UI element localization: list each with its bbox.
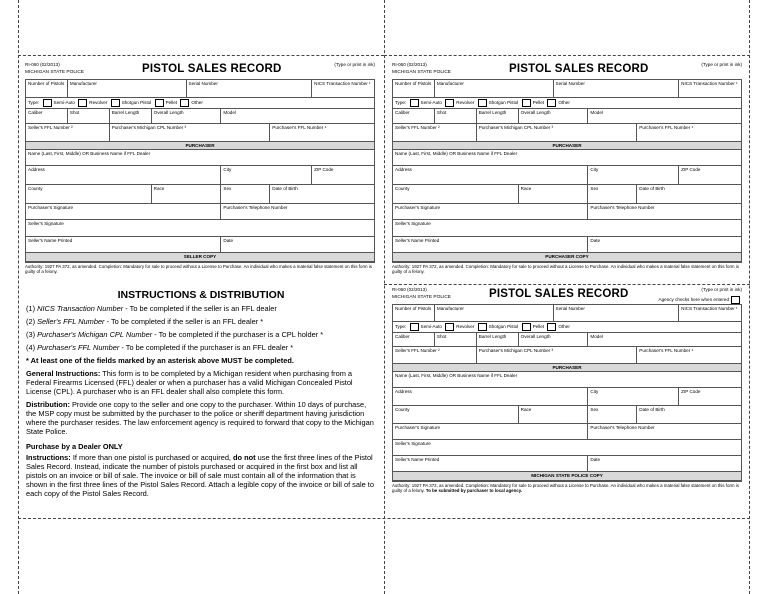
general-label: General Instructions:: [26, 368, 101, 378]
authority-text: Authority: 1927 PA 372, as amended. Completion: Mandatory for sale to proceed without a License to Purchase. An individual who makes a material false statement on this form is guilty of a felony.: [392, 482, 739, 493]
distribution-label: Distribution:: [26, 400, 70, 410]
purchaser-cpl-field[interactable]: Purchaser's Michigan CPL Number ³: [476, 347, 637, 364]
dealer-text: use the first three lines of the Pistol Sales Record. Instead, indicate the number of pistols purchased or acquired in the first box and list all pistols on an invoice or bill of sale. The invoice or bill of sale must contain all of the information that is shown in the first three lines of the Pistol Sales Record. Attach a legible copy of the invoice or bill of sale to each copy of the Pistol Sales Record.: [26, 453, 374, 499]
item-term: Purchaser's Michigan CPL Number: [37, 329, 153, 339]
zip-field[interactable]: ZIP Code: [312, 166, 375, 185]
form-number: RI-060 (02/2013): [25, 62, 60, 67]
dealer-text: If more than one pistol is purchased or acquired,: [70, 453, 234, 463]
item-term: Seller's FFL Number: [37, 316, 105, 326]
form-title: PISTOL SALES RECORD: [142, 63, 282, 75]
purchaser-ffl-field[interactable]: Purchaser's FFL Number ⁴: [637, 347, 742, 364]
address-field[interactable]: Address: [26, 166, 221, 185]
city-field[interactable]: City: [221, 166, 312, 185]
manufacturer-field[interactable]: Manufacturer: [434, 305, 553, 322]
dob-field[interactable]: Date of Birth: [270, 185, 375, 204]
address-field[interactable]: Address: [393, 388, 588, 406]
model-field[interactable]: Model: [221, 109, 375, 124]
zip-field[interactable]: ZIP Code: [679, 388, 742, 406]
cut-line-vertical-center: [384, 0, 385, 594]
shotgun-pistol-label: Shotgun Pistol: [488, 100, 519, 106]
agency-name: MICHIGAN STATE POLICE: [25, 70, 84, 75]
other-checkbox[interactable]: [547, 99, 556, 107]
pellet-label: Pellet: [532, 100, 545, 106]
authority-statement: [392, 481, 742, 493]
msp-copy-form: [392, 287, 742, 493]
barrel-length-field[interactable]: Barrel Length: [476, 109, 518, 124]
cut-line-vertical-left: [18, 0, 19, 594]
caliber-field[interactable]: Caliber: [393, 333, 435, 347]
copy-label: MICHIGAN STATE POLICE COPY: [393, 472, 742, 480]
date-field[interactable]: Date: [588, 456, 742, 472]
print-note: (Type or print in ink): [701, 62, 742, 67]
shotgun-pistol-label: Shotgun Pistol: [488, 324, 519, 330]
race-field[interactable]: Race: [518, 185, 588, 204]
agency-entered-checkbox[interactable]: [731, 296, 740, 304]
semi-auto-checkbox[interactable]: [410, 99, 419, 107]
form-header: [392, 62, 742, 79]
general-instructions: [26, 369, 376, 396]
dealer-heading: [26, 442, 376, 451]
num-pistols-field[interactable]: Number of Pistols: [393, 305, 435, 322]
pellet-checkbox[interactable]: [522, 99, 531, 107]
seller-ffl-field[interactable]: Seller's FFL Number ²: [393, 124, 477, 142]
item-number: (2): [26, 316, 36, 326]
instruction-item: [26, 330, 376, 339]
item-text: - To be completed if the purchaser is a CPL holder *: [152, 329, 324, 339]
caliber-field[interactable]: Caliber: [393, 109, 435, 124]
dealer-emphasis: do not: [233, 453, 256, 463]
revolver-checkbox[interactable]: [445, 323, 454, 331]
form-title: PISTOL SALES RECORD: [489, 288, 629, 300]
date-field[interactable]: Date: [588, 237, 742, 253]
manufacturer-field[interactable]: Manufacturer: [67, 80, 186, 98]
purchaser-cpl-field[interactable]: Purchaser's Michigan CPL Number ³: [476, 124, 637, 142]
instructions-title: INSTRUCTIONS & DISTRIBUTION: [117, 289, 285, 301]
race-field[interactable]: Race: [151, 185, 221, 204]
instruction-item: [26, 343, 376, 352]
form-number: RI-060 (02/2013): [392, 287, 427, 292]
dealer-heading-text: Purchase by a Dealer ONLY: [26, 442, 123, 452]
pistol-record-table: [392, 304, 742, 481]
instruction-item: [26, 304, 376, 313]
item-number: (1): [26, 303, 36, 313]
print-note: (Type or print in ink): [334, 62, 375, 67]
shotgun-pistol-checkbox[interactable]: [478, 99, 487, 107]
address-field[interactable]: Address: [393, 166, 588, 185]
revolver-label: Revolver: [456, 324, 475, 330]
caliber-field[interactable]: Caliber: [26, 109, 68, 124]
purchaser-signature-field[interactable]: Purchaser's Signature: [26, 204, 221, 220]
county-field[interactable]: County: [393, 406, 519, 424]
other-checkbox[interactable]: [180, 99, 189, 107]
model-field[interactable]: Model: [588, 333, 742, 347]
overall-length-field[interactable]: Overall Length: [151, 109, 221, 124]
seller-name-field[interactable]: Seller's Name Printed: [393, 237, 588, 253]
sex-field[interactable]: Sex: [221, 185, 270, 204]
num-pistols-field[interactable]: Number of Pistols: [26, 80, 68, 98]
dob-field[interactable]: Date of Birth: [637, 406, 742, 424]
barrel-length-field[interactable]: Barrel Length: [476, 333, 518, 347]
model-field[interactable]: Model: [588, 109, 742, 124]
semi-auto-label: Semi-Auto: [420, 324, 442, 330]
seller-name-field[interactable]: Seller's Name Printed: [26, 237, 221, 253]
asterisk-note: [26, 356, 376, 365]
distribution-instructions: [26, 400, 376, 436]
nics-field[interactable]: NICS Transaction Number ¹: [679, 305, 742, 322]
submit-note: To be submitted by purchaser to local agency.: [425, 487, 523, 493]
cut-line-vertical-right: [749, 0, 750, 594]
purchaser-section-header: PURCHASER: [26, 142, 375, 150]
item-term: NICS Transaction Number: [37, 303, 124, 313]
nics-field[interactable]: NICS Transaction Number ¹: [312, 80, 375, 98]
dealer-instructions: [26, 453, 376, 498]
pistol-record-table: [392, 79, 742, 262]
general-text: This form is to be completed by a Michigan resident when purchasing from a Federal Firearms Licensed (FFL) dealer or when a purchaser has a valid Michigan Concealed Pistol License (CPL). A purchaser who is an FFL dealer shall also complete this form.: [26, 368, 353, 397]
distribution-text: Provide one copy to the seller and one copy to the purchaser. Within 10 days of purchase, the MSP copy must be submitted by the purchaser to the police or sheriff department having jurisdiction where the purchaser resides. The law enforcement agency is required to forward that copy to the Michigan State Police.: [26, 400, 374, 437]
seller-ffl-field[interactable]: Seller's FFL Number ²: [393, 347, 477, 364]
asterisk-note-text: * At least one of the fields marked by an asterisk above MUST be completed.: [26, 355, 294, 365]
num-pistols-field[interactable]: Number of Pistols: [393, 80, 435, 98]
purchaser-phone-field[interactable]: Purchaser's Telephone Number: [588, 424, 742, 440]
purchaser-copy-form: [392, 62, 742, 274]
pistol-type-row: [393, 98, 742, 109]
agency-check-note: [659, 296, 742, 304]
dealer-label: Instructions:: [26, 453, 71, 463]
item-text: - To be completed if the seller is an FFL dealer: [123, 303, 277, 313]
name-field[interactable]: Name (Last, First, Middle) OR Business Name if FFL Dealer: [393, 372, 742, 388]
purchaser-signature-field[interactable]: Purchaser's Signature: [393, 424, 588, 440]
purchaser-signature-field[interactable]: Purchaser's Signature: [393, 204, 588, 220]
pellet-checkbox[interactable]: [155, 99, 164, 107]
county-field[interactable]: County: [393, 185, 519, 204]
agency-name: MICHIGAN STATE POLICE: [392, 295, 451, 300]
form-title: PISTOL SALES RECORD: [509, 63, 649, 75]
sex-field[interactable]: Sex: [588, 185, 637, 204]
seller-signature-field[interactable]: Seller's Signature: [393, 220, 742, 237]
cut-line-top-right: [384, 55, 750, 56]
shotgun-pistol-checkbox[interactable]: [111, 99, 120, 107]
race-field[interactable]: Race: [518, 406, 588, 424]
copy-label: SELLER COPY: [26, 253, 375, 261]
form-header: [25, 62, 375, 79]
cut-line-top-left: [18, 55, 384, 56]
shot-field[interactable]: Shot: [434, 109, 476, 124]
revolver-label: Revolver: [456, 100, 475, 106]
revolver-checkbox[interactable]: [78, 99, 87, 107]
form-number: RI-060 (02/2013): [392, 62, 427, 67]
pistol-type-row: [393, 322, 742, 333]
item-text: - To be completed if the purchaser is an FFL dealer *: [119, 342, 294, 352]
purchaser-cpl-field[interactable]: Purchaser's Michigan CPL Number ³: [109, 124, 270, 142]
agency-check-label: Agency checks here when entered: [658, 297, 729, 303]
pellet-label: Pellet: [165, 100, 178, 106]
serial-number-field[interactable]: Serial Number: [186, 80, 312, 98]
semi-auto-checkbox[interactable]: [43, 99, 52, 107]
barrel-length-field[interactable]: Barrel Length: [109, 109, 151, 124]
copy-label: PURCHASER COPY: [393, 253, 742, 261]
revolver-label: Revolver: [89, 100, 108, 106]
serial-number-field[interactable]: Serial Number: [553, 305, 679, 322]
name-field[interactable]: Name (Last, First, Middle) OR Business Name if FFL Dealer: [393, 150, 742, 166]
pellet-label: Pellet: [532, 324, 545, 330]
sex-field[interactable]: Sex: [588, 406, 637, 424]
other-label: Other: [558, 100, 570, 106]
city-field[interactable]: City: [588, 166, 679, 185]
instruction-item: [26, 317, 376, 326]
shotgun-pistol-label: Shotgun Pistol: [121, 100, 152, 106]
authority-statement: Authority: 1927 PA 372, as amended. Completion: Mandatory for sale to proceed without a License to Purchase. An individual who makes a material false statement on this form is guilty of a felony.: [25, 262, 375, 274]
city-field[interactable]: City: [588, 388, 679, 406]
name-field[interactable]: Name (Last, First, Middle) OR Business Name if FFL Dealer: [26, 150, 375, 166]
purchaser-section-header: PURCHASER: [393, 142, 742, 150]
pellet-checkbox[interactable]: [522, 323, 531, 331]
county-field[interactable]: County: [26, 185, 152, 204]
overall-length-field[interactable]: Overall Length: [518, 109, 588, 124]
semi-auto-label: Semi-Auto: [420, 100, 442, 106]
other-checkbox[interactable]: [547, 323, 556, 331]
seller-ffl-field[interactable]: Seller's FFL Number ²: [26, 124, 110, 142]
shot-field[interactable]: Shot: [434, 333, 476, 347]
type-label: Type:: [395, 100, 407, 106]
purchaser-section-header: PURCHASER: [393, 364, 742, 372]
purchaser-ffl-field[interactable]: Purchaser's FFL Number ⁴: [637, 124, 742, 142]
revolver-checkbox[interactable]: [445, 99, 454, 107]
other-label: Other: [558, 324, 570, 330]
form-header: [392, 287, 742, 304]
shotgun-pistol-checkbox[interactable]: [478, 323, 487, 331]
cut-line-middle-right: [384, 284, 750, 285]
overall-length-field[interactable]: Overall Length: [518, 333, 588, 347]
pistol-type-row: [26, 98, 375, 109]
authority-statement: Authority: 1927 PA 372, as amended. Completion: Mandatory for sale to proceed without a License to Purchase. An individual who makes a material false statement on this form is guilty of a felony.: [392, 262, 742, 274]
zip-field[interactable]: ZIP Code: [679, 166, 742, 185]
purchaser-phone-field[interactable]: Purchaser's Telephone Number: [588, 204, 742, 220]
pistol-record-table: [25, 79, 375, 262]
serial-number-field[interactable]: Serial Number: [553, 80, 679, 98]
item-number: (3): [26, 329, 36, 339]
shot-field[interactable]: Shot: [67, 109, 109, 124]
item-term: Purchaser's FFL Number: [37, 342, 120, 352]
item-text: - To be completed if the seller is an FFL dealer *: [104, 316, 264, 326]
semi-auto-checkbox[interactable]: [410, 323, 419, 331]
agency-name: MICHIGAN STATE POLICE: [392, 70, 451, 75]
type-label: Type:: [395, 324, 407, 330]
seller-signature-field[interactable]: Seller's Signature: [26, 220, 375, 237]
manufacturer-field[interactable]: Manufacturer: [434, 80, 553, 98]
dob-field[interactable]: Date of Birth: [637, 185, 742, 204]
purchaser-ffl-field[interactable]: Purchaser's FFL Number ⁴: [270, 124, 375, 142]
item-number: (4): [26, 342, 36, 352]
seller-copy-form: [25, 62, 375, 274]
nics-field[interactable]: NICS Transaction Number ¹: [679, 80, 742, 98]
date-field[interactable]: Date: [221, 237, 375, 253]
cut-line-bottom: [18, 518, 750, 519]
seller-name-field[interactable]: Seller's Name Printed: [393, 456, 588, 472]
seller-signature-field[interactable]: Seller's Signature: [393, 440, 742, 456]
semi-auto-label: Semi-Auto: [53, 100, 75, 106]
purchaser-phone-field[interactable]: Purchaser's Telephone Number: [221, 204, 375, 220]
type-label: Type:: [28, 100, 40, 106]
instructions-section: [26, 289, 376, 502]
print-note: (Type or print in ink): [701, 287, 742, 292]
other-label: Other: [191, 100, 203, 106]
